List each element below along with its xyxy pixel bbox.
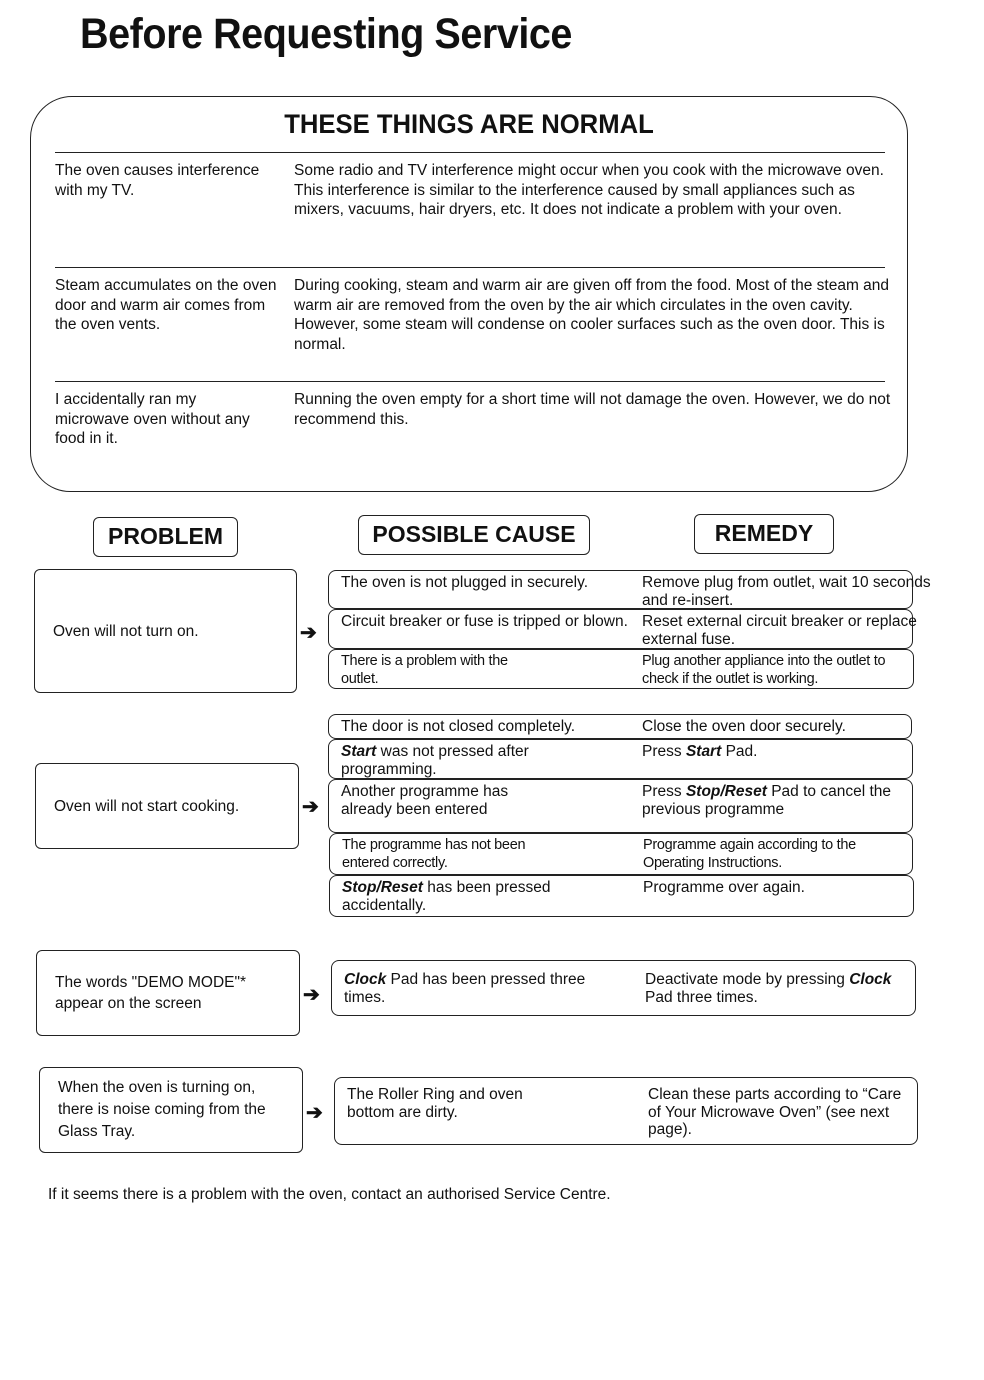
clock-pad-label: Clock: [344, 971, 387, 988]
normal-description: During cooking, steam and warm air are given off from the food. Most of the steam and warm air are removed from the oven by the air which circulates in the oven cavity. However, some steam will condense on cooler surfaces such as the oven door. This is normal.: [294, 277, 890, 353]
start-pad-label: Start: [341, 743, 377, 760]
cause-remedy-row: [329, 875, 914, 917]
normal-problem: I accidentally ran my microwave oven without any food in it.: [55, 391, 250, 447]
cause-text: The Roller Ring and oven bottom are dirty.: [347, 1086, 523, 1121]
problem-text: Oven will not turn on.: [53, 622, 199, 640]
cause-text: Stop/Reset has been pressed accidentally.: [342, 879, 551, 914]
page-title: Before Requesting Service: [80, 10, 572, 58]
remedy-text: Programme over again.: [643, 879, 805, 896]
remedy-text: Deactivate mode by pressing Clock Pad three times.: [645, 971, 892, 1006]
remedy-text: Press Start Pad.: [642, 743, 758, 760]
normal-problem: The oven causes interference with my TV.: [55, 162, 260, 199]
remedy-text: Clean these parts according to “Care of Your Microwave Oven” (see next page).: [648, 1086, 902, 1138]
cause-text: The door is not closed completely.: [341, 718, 576, 735]
cause-remedy-row: [328, 714, 912, 739]
problem-text: Oven will not start cooking.: [54, 797, 240, 815]
cause-text: The programme has not been entered correctly.: [342, 837, 526, 871]
remedy-text: Plug another appliance into the outlet to check if the outlet is working.: [642, 653, 886, 687]
remedy-text: Reset external circuit breaker or replace external fuse.: [642, 613, 917, 648]
cause-text: Another programme has already been entered: [341, 783, 509, 818]
normal-row: [55, 152, 885, 263]
remedy-text: Close the oven door securely.: [642, 718, 846, 735]
stop-reset-pad-label: Stop/Reset: [342, 879, 423, 896]
cause-remedy-row: [334, 1077, 918, 1145]
problem-text: When the oven is turning on, there is noise coming from the Glass Tray.: [58, 1079, 266, 1140]
clock-pad-label: Clock: [849, 971, 892, 988]
normal-problem: Steam accumulates on the oven door and warm air comes from the oven vents.: [55, 277, 277, 333]
footer-note: If it seems there is a problem with the oven, contact an authorised Service Centre.: [48, 1186, 611, 1203]
cause-remedy-row: [328, 570, 931, 609]
cause-text: Clock Pad has been pressed three times.: [344, 971, 586, 1006]
header-remedy: REMEDY: [694, 514, 834, 554]
cause-remedy-row: [331, 960, 916, 1016]
cause-text: Circuit breaker or fuse is tripped or blown.: [341, 613, 628, 630]
cause-remedy-row: [328, 779, 913, 833]
problem-box: [34, 569, 297, 693]
normal-row: [55, 267, 890, 378]
remedy-text: Remove plug from outlet, wait 10 seconds and re-insert.: [642, 574, 931, 609]
normal-things-panel: [30, 96, 908, 492]
start-pad-label: Start: [685, 743, 722, 760]
normal-description: Some radio and TV interference might occur when you cook with the microwave oven. This interference is similar to the interference caused by small appliances such as mixers, vacuums, hair dryers, etc. It does not indicate a problem with your oven.: [294, 162, 884, 218]
header-problem: PROBLEM: [93, 517, 238, 557]
remedy-text: Programme again according to the Operating Instructions.: [643, 837, 856, 871]
header-possible-cause: POSSIBLE CAUSE: [358, 515, 590, 555]
problem-box: [36, 950, 300, 1036]
normal-description: Running the oven empty for a short time will not damage the oven. However, we do not recommend this.: [294, 391, 891, 428]
arrow-right-icon: ➔: [300, 622, 317, 644]
remedy-text: Press Stop/Reset Pad to cancel the previous programme: [642, 783, 891, 818]
arrow-right-icon: ➔: [306, 1102, 323, 1124]
cause-text: The oven is not plugged in securely.: [341, 574, 589, 591]
problem-box: [35, 763, 299, 849]
stop-reset-pad-label: Stop/Reset: [685, 783, 767, 800]
problem-text: The words "DEMO MODE"* appear on the screen: [55, 974, 247, 1012]
normal-section-title: THESE THINGS ARE NORMAL: [284, 109, 654, 139]
cause-text: There is a problem with the outlet.: [341, 653, 508, 687]
cause-remedy-row: [328, 649, 914, 689]
cause-remedy-row: [328, 609, 917, 649]
problem-box: [39, 1067, 303, 1153]
arrow-right-icon: ➔: [302, 796, 319, 818]
cause-text: Start was not pressed after programming.: [341, 743, 529, 778]
cause-remedy-row: [329, 833, 913, 875]
normal-row: [55, 381, 891, 462]
arrow-right-icon: ➔: [303, 984, 320, 1006]
cause-remedy-row: [328, 739, 913, 779]
